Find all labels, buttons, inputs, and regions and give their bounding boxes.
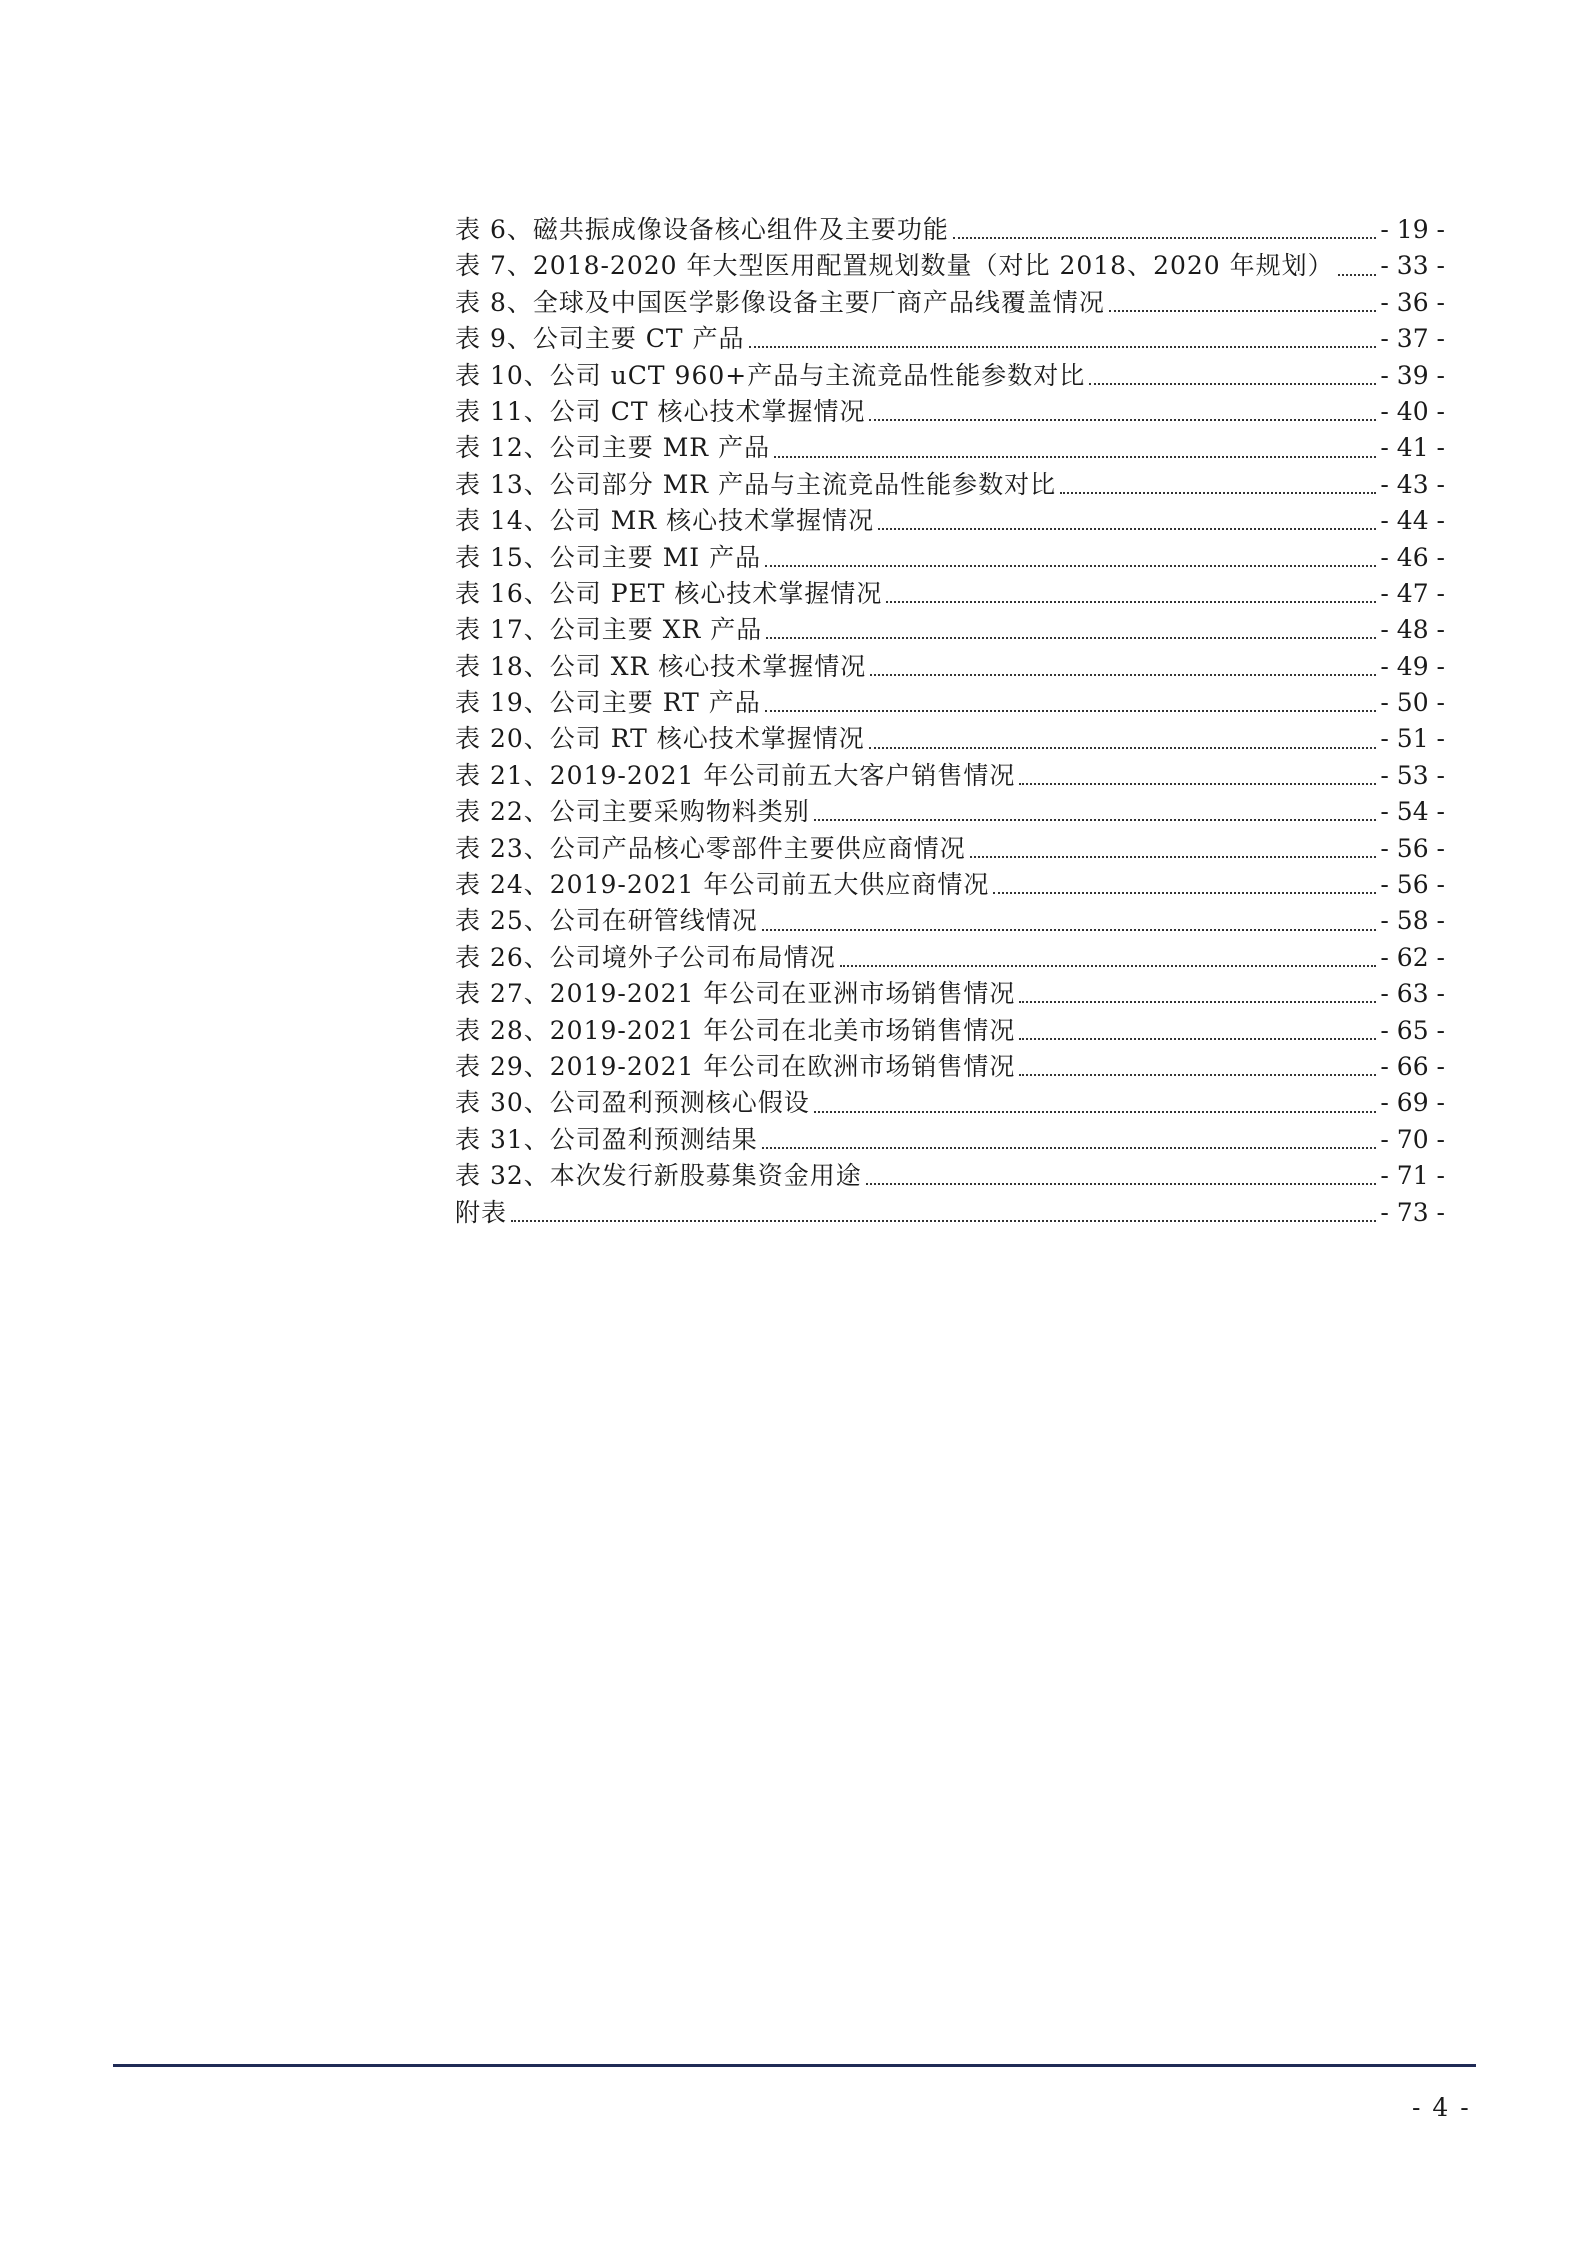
toc-entry-page: - 19 - (1380, 215, 1445, 244)
toc-entry-title: 表 20、公司 RT 核心技术掌握情况 (455, 724, 865, 754)
toc-dot-leader (749, 346, 1377, 348)
toc-entry-page: - 58 - (1380, 906, 1445, 936)
toc-dot-leader (1089, 383, 1376, 385)
toc-entry[interactable] (455, 758, 1445, 794)
toc-dot-leader (1019, 1038, 1376, 1040)
toc-entry-page: - 44 - (1380, 506, 1445, 536)
toc-entry-title: 表 24、2019-2021 年公司前五大供应商情况 (455, 870, 990, 900)
toc-entry-page: - 51 - (1380, 724, 1445, 754)
toc-entry-page: - 56 - (1380, 870, 1445, 900)
toc-dot-leader (878, 528, 1376, 530)
toc-entry-title: 表 23、公司产品核心零部件主要供应商情况 (455, 833, 966, 863)
toc-entry-title: 表 22、公司主要采购物料类别 (455, 797, 810, 827)
toc-dot-leader (866, 1183, 1377, 1185)
toc-dot-leader (765, 710, 1377, 712)
toc-entry[interactable] (455, 540, 1445, 576)
toc-entry-title: 表 28、2019-2021 年公司在北美市场销售情况 (455, 1015, 1016, 1045)
toc-entry-page: - 50 - (1380, 688, 1445, 718)
toc-entry-page: - 46 - (1380, 542, 1445, 572)
toc-entry-page: - 63 - (1380, 979, 1445, 1009)
toc-entry[interactable] (455, 685, 1445, 721)
toc-dot-leader (511, 1220, 1376, 1222)
toc-entry-title: 表 8、全球及中国医学影像设备主要厂商产品线覆盖情况 (455, 287, 1105, 317)
toc-entry[interactable] (455, 831, 1445, 867)
toc-entry-page: - 73 - (1380, 1197, 1445, 1227)
toc-entry-title: 表 30、公司盈利预测核心假设 (455, 1088, 810, 1118)
toc-entry[interactable] (455, 1158, 1445, 1194)
toc-dot-leader (1019, 783, 1376, 785)
toc-dot-leader (774, 456, 1376, 458)
toc-entry[interactable] (455, 467, 1445, 503)
toc-dot-leader (765, 565, 1376, 567)
toc-entry[interactable] (455, 940, 1445, 976)
toc-entry-page: - 65 - (1380, 1015, 1445, 1045)
toc-entry-title: 表 9、公司主要 CT 产品 (455, 324, 745, 354)
toc-entry-title: 表 29、2019-2021 年公司在欧洲市场销售情况 (455, 1051, 1016, 1081)
toc-entry-page: - 62 - (1380, 942, 1445, 972)
toc-entry[interactable] (455, 576, 1445, 612)
table-of-contents (455, 212, 1445, 1231)
toc-dot-leader (953, 237, 1377, 239)
toc-dot-leader (1109, 310, 1377, 312)
toc-entry-title: 表 6、磁共振成像设备核心组件及主要功能 (455, 215, 949, 244)
toc-entry-title: 表 13、公司部分 MR 产品与主流竞品性能参数对比 (455, 469, 1057, 499)
toc-dot-leader (869, 419, 1376, 421)
toc-entry[interactable] (455, 430, 1445, 466)
toc-entry-page: - 49 - (1380, 651, 1445, 681)
toc-entry-title: 表 21、2019-2021 年公司前五大客户销售情况 (455, 760, 1016, 790)
toc-entry-title: 表 11、公司 CT 核心技术掌握情况 (455, 396, 866, 426)
toc-entry-title: 表 14、公司 MR 核心技术掌握情况 (455, 506, 875, 536)
toc-entry[interactable] (455, 612, 1445, 648)
toc-dot-leader (814, 1111, 1377, 1113)
toc-entry-page: - 39 - (1380, 360, 1445, 390)
toc-entry-title: 表 19、公司主要 RT 产品 (455, 688, 761, 718)
toc-entry-page: - 54 - (1380, 797, 1445, 827)
toc-entry[interactable] (455, 394, 1445, 430)
toc-entry-page: - 43 - (1380, 469, 1445, 499)
toc-entry[interactable] (455, 1122, 1445, 1158)
toc-entry-page: - 40 - (1380, 396, 1445, 426)
toc-dot-leader (1019, 1001, 1376, 1003)
toc-dot-leader (840, 965, 1377, 967)
toc-entry[interactable] (455, 285, 1445, 321)
toc-entry-title: 表 16、公司 PET 核心技术掌握情况 (455, 578, 883, 608)
toc-entry-page: - 37 - (1380, 324, 1445, 354)
toc-dot-leader (766, 637, 1376, 639)
toc-entry[interactable] (455, 649, 1445, 685)
toc-dot-leader (762, 1147, 1377, 1149)
toc-entry-page: - 48 - (1380, 615, 1445, 645)
toc-dot-leader (762, 929, 1377, 931)
toc-dot-leader (1060, 492, 1376, 494)
toc-dot-leader (869, 747, 1377, 749)
toc-entry[interactable] (455, 903, 1445, 939)
toc-entry[interactable] (455, 212, 1445, 248)
toc-entry-page: - 53 - (1380, 760, 1445, 790)
toc-entry-page: - 56 - (1380, 833, 1445, 863)
toc-entry[interactable] (455, 248, 1445, 284)
toc-entry-title: 附表 (455, 1197, 508, 1227)
toc-entry[interactable] (455, 721, 1445, 757)
toc-entry-page: - 69 - (1380, 1088, 1445, 1118)
toc-entry-title: 表 18、公司 XR 核心技术掌握情况 (455, 651, 867, 681)
toc-entry-title: 表 7、2018-2020 年大型医用配置规划数量（对比 2018、2020 年规划） (455, 251, 1334, 281)
toc-entry-title: 表 32、本次发行新股募集资金用途 (455, 1161, 862, 1191)
toc-entry-page: - 71 - (1380, 1161, 1445, 1191)
toc-entry-title: 表 26、公司境外子公司布局情况 (455, 942, 836, 972)
toc-dot-leader (1338, 274, 1377, 276)
toc-entry-page: - 47 - (1380, 578, 1445, 608)
toc-entry[interactable] (455, 503, 1445, 539)
page-number: - 4 - (1412, 2093, 1471, 2122)
toc-entry-title: 表 15、公司主要 MI 产品 (455, 542, 762, 572)
toc-entry-title: 表 25、公司在研管线情况 (455, 906, 758, 936)
toc-entry[interactable] (455, 1085, 1445, 1121)
toc-entry[interactable] (455, 1013, 1445, 1049)
toc-entry-page: - 66 - (1380, 1051, 1445, 1081)
toc-dot-leader (814, 819, 1377, 821)
toc-entry[interactable] (455, 358, 1445, 394)
toc-entry-page: - 41 - (1380, 433, 1445, 463)
toc-entry[interactable] (455, 1195, 1445, 1231)
toc-dot-leader (1019, 1074, 1376, 1076)
toc-entry-title: 表 27、2019-2021 年公司在亚洲市场销售情况 (455, 979, 1016, 1009)
toc-entry-page: - 36 - (1380, 287, 1445, 317)
toc-entry[interactable] (455, 976, 1445, 1012)
toc-dot-leader (993, 892, 1376, 894)
toc-entry-page: - 70 - (1380, 1124, 1445, 1154)
toc-entry-title: 表 31、公司盈利预测结果 (455, 1124, 758, 1154)
toc-entry-title: 表 17、公司主要 XR 产品 (455, 615, 763, 645)
toc-dot-leader (886, 601, 1376, 603)
toc-entry-page: - 33 - (1380, 251, 1445, 281)
toc-entry-title: 表 12、公司主要 MR 产品 (455, 433, 771, 463)
footer-divider (113, 2064, 1476, 2067)
toc-entry[interactable] (455, 867, 1445, 903)
toc-entry-title: 表 10、公司 uCT 960+产品与主流竞品性能参数对比 (455, 360, 1086, 390)
toc-dot-leader (970, 856, 1377, 858)
toc-entry[interactable] (455, 794, 1445, 830)
toc-entry[interactable] (455, 1049, 1445, 1085)
toc-entry[interactable] (455, 321, 1445, 357)
toc-dot-leader (870, 674, 1376, 676)
